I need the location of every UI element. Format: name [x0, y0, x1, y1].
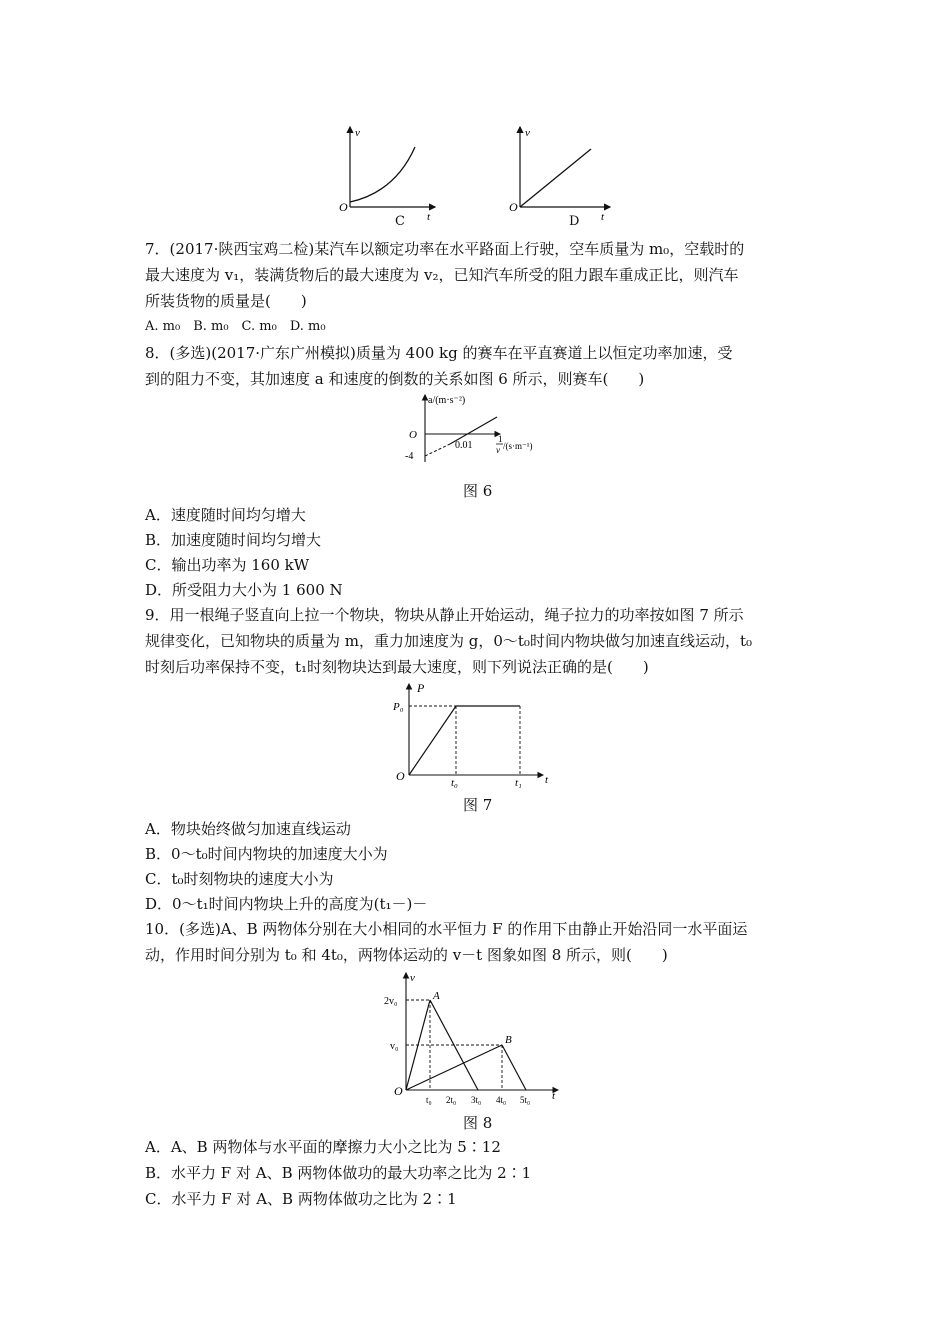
q8-option-c: C．输出功率为 160 kW — [145, 556, 310, 574]
figure-7-p0: P₀ — [393, 701, 404, 713]
figure-7-t1: t₁ — [515, 777, 522, 788]
figure-8-graph — [380, 968, 565, 1108]
q9-line-2: 规律变化，已知物块的质量为 m，重力加速度为 g，0～t₀时间内物块做匀加速直线运动，t₀ — [145, 632, 752, 650]
figure-8-xtick-5: 5t₀ — [520, 1095, 531, 1105]
figure-6-caption: 图 6 — [463, 482, 493, 500]
figure-6-xlabel-unit: /(s·m⁻¹) — [503, 441, 533, 451]
figure-d-origin: O — [509, 200, 518, 214]
q10-option-b: B．水平力 F 对 A、B 两物体做功的最大功率之比为 2∶1 — [145, 1164, 532, 1182]
figure-6-ytick: -4 — [405, 451, 414, 462]
figure-8-xtick-3: 3t₀ — [471, 1095, 482, 1105]
q10-option-c: C．水平力 F 对 A、B 两物体做功之比为 2∶1 — [145, 1190, 457, 1208]
figure-c-graph — [335, 122, 445, 232]
figure-7-graph — [393, 680, 553, 788]
q9-option-b: B．0～t₀时间内物块的加速度大小为 — [145, 845, 388, 863]
figure-c-xlabel: t — [427, 211, 431, 223]
q9-line-1: 9．用一根绳子竖直向上拉一个物块，物块从静止开始运动，绳子拉力的功率按如图 7 所示 — [145, 606, 744, 624]
q10-line-1: 10．(多选)A、B 两物体分别在大小相同的水平恒力 F 的作用下由静止开始沿同一水平面运 — [145, 920, 748, 938]
q8-option-a: A．速度随时间均匀增大 — [145, 506, 306, 524]
figure-7-caption: 图 7 — [463, 796, 493, 814]
figure-8-label-a: A — [433, 990, 440, 1002]
figure-d-caption: D — [569, 214, 580, 229]
figure-8-xlabel: t — [552, 1090, 556, 1102]
q7-options: A. m₀ B. m₀ C. m₀ D. m₀ — [145, 319, 326, 334]
figure-8-y1: v₀ — [390, 1041, 399, 1052]
figure-d-xlabel: t — [601, 211, 605, 223]
figure-6-xlabel-den: v — [496, 445, 500, 455]
q9-line-3: 时刻后功率保持不变，t₁时刻物块达到最大速度，则下列说法正确的是( ) — [145, 658, 649, 676]
q8-option-d: D．所受阻力大小为 1 600 N — [145, 581, 343, 599]
q7-line-2: 最大速度为 v₁，装满货物后的最大速度为 v₂，已知汽车所受的阻力跟车重成正比，则汽车 — [145, 266, 739, 284]
q8-line-1: 8．(多选)(2017·广东广州模拟)质量为 400 kg 的赛车在平直赛道上以恒定功率加速，受 — [145, 344, 733, 362]
figure-8-y2: 2v₀ — [384, 996, 398, 1007]
q9-option-a: A．物块始终做匀加速直线运动 — [145, 820, 351, 838]
figure-6-xlabel-num: 1 — [498, 434, 503, 444]
figure-8-origin: O — [394, 1084, 403, 1098]
figure-c-origin: O — [339, 200, 348, 214]
figure-d-graph — [505, 122, 620, 232]
figure-8-xtick-4: 4t₀ — [496, 1095, 507, 1105]
figure-d-ylabel: v — [525, 127, 530, 139]
q10-option-a: A．A、B 两物体与水平面的摩擦力大小之比为 5∶12 — [145, 1138, 501, 1156]
figure-6-xtick: 0.01 — [455, 440, 473, 451]
figure-6-ylabel: a/(m·s⁻²) — [428, 395, 466, 406]
figure-8-ylabel: v — [410, 972, 415, 984]
figure-7-xlabel: t — [545, 774, 549, 786]
figure-7-t0: t₀ — [451, 777, 458, 788]
figure-8-xtick-1: t₀ — [426, 1095, 432, 1105]
figure-6-graph — [395, 392, 560, 472]
figure-8-label-b: B — [505, 1034, 512, 1046]
figure-7-origin: O — [396, 769, 405, 783]
figure-7-ylabel: P — [417, 681, 425, 695]
q7-line-1: 7．(2017·陕西宝鸡二检)某汽车以额定功率在水平路面上行驶，空车质量为 m₀，空载时的 — [145, 240, 745, 258]
figure-8-xtick-2: 2t₀ — [446, 1095, 457, 1105]
figure-8-caption: 图 8 — [463, 1114, 493, 1132]
q7-line-3: 所装货物的质量是( ) — [145, 292, 307, 310]
figure-c-ylabel: v — [355, 127, 360, 139]
q8-line-2: 到的阻力不变，其加速度 a 和速度的倒数的关系如图 6 所示，则赛车( ) — [145, 370, 645, 388]
q10-line-2: 动，作用时间分别为 t₀ 和 4t₀，两物体运动的 v－t 图象如图 8 所示，则( ) — [145, 946, 668, 964]
figure-6-origin: O — [409, 429, 417, 441]
q9-option-c: C．t₀时刻物块的速度大小为 — [145, 870, 334, 888]
q9-option-d: D．0～t₁时间内物块上升的高度为(t₁－)－ — [145, 895, 428, 913]
q8-option-b: B．加速度随时间均匀增大 — [145, 531, 322, 549]
figure-c-caption: C — [395, 214, 405, 229]
